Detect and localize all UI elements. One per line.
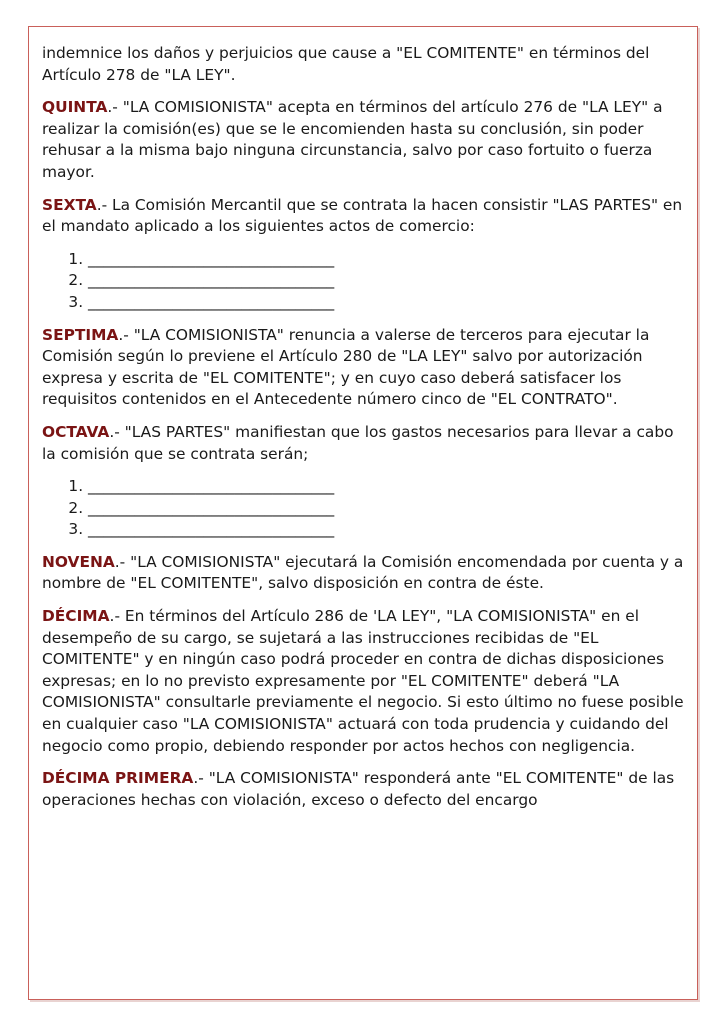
list-item: 3. ________________________________: [88, 519, 687, 541]
clause-text: En términos del Artículo 286 de 'LA LEY", "LA COMISIONISTA" en el desempeño de su cargo, se sujetará a las instrucciones recibidas de "EL COMITENTE" y en ningún caso podrá proceder en contra de dichas disposiciones expresas; en lo no previsto expresamente por "EL COMITENTE" deberá "LA COMISIONISTA" consultarle previamente el negocio. Si esto último no fuese posible en cualquier caso "LA COMISIONISTA" actuará con toda prudencia y cuidando del negocio como propio, debiendo responder por actos hechos con negligencia.: [42, 607, 684, 755]
octava-blank-list: [42, 476, 687, 541]
clause-title: SEPTIMA: [42, 325, 119, 344]
clause-text: "LA COMISIONISTA" ejecutará la Comisión encomendada por cuenta y a nombre de "EL COMITENTE", salvo disposición en contra de éste.: [42, 552, 684, 593]
clause-octava: [42, 422, 687, 465]
list-item: 2. ________________________________: [88, 270, 687, 292]
clause-separator: .-: [193, 769, 209, 788]
list-item: 1. ________________________________: [88, 476, 687, 498]
list-item: 2. ________________________________: [88, 498, 687, 520]
continuation-paragraph: indemnice los daños y perjuicios que cause a "EL COMITENTE" en términos del Artículo 278 de "LA LEY".: [42, 44, 650, 84]
clause-sexta: [42, 195, 687, 238]
clause-title: QUINTA: [42, 98, 108, 117]
clause-septima: [42, 325, 687, 411]
clause-separator: .-: [109, 422, 125, 441]
clause-decima: [42, 606, 687, 757]
clause-separator: .-: [114, 552, 131, 571]
clause-separator: .-: [96, 195, 113, 214]
clause-separator: .-: [118, 325, 134, 344]
clause-decima-primera: [42, 768, 687, 811]
clause-title: OCTAVA: [42, 422, 110, 441]
clause-separator: .-: [109, 607, 125, 626]
list-item: 3. ________________________________: [88, 292, 687, 314]
clause-text: "LA COMISIONISTA" responderá ante "EL COMITENTE" de las operaciones hechas con violación, exceso o defecto del encargo: [42, 769, 675, 809]
list-item: 1. ________________________________: [88, 249, 687, 271]
clause-quinta: [42, 97, 687, 183]
clause-text: "LA COMISIONISTA" renuncia a valerse de terceros para ejecutar la Comisión según lo previene el Artículo 280 de "LA LEY" salvo por autorización expresa y escrita de "EL COMITENTE"; y en cuyo caso deberá satisfacer los requisitos contenidos en el Antecedente número cinco de "EL CONTRATO".: [42, 325, 650, 409]
document-body: [42, 43, 687, 822]
clause-title: SEXTA: [42, 195, 97, 214]
clause-title: DÉCIMA: [42, 607, 110, 626]
clause-title: DÉCIMA PRIMERA: [42, 769, 194, 788]
clause-title: NOVENA: [42, 552, 115, 571]
clause-text: "LA COMISIONISTA" acepta en términos del artículo 276 de "LA LEY" a realizar la comisión(es) que se le encomienden hasta su conclusión, sin poder rehusar a la misma bajo ninguna circunstancia, salvo por caso fortuito o fuerza mayor.: [42, 98, 663, 181]
clause-text: "LAS PARTES" manifiestan que los gastos necesarios para llevar a cabo la comisión que se contrata serán;: [42, 422, 674, 463]
clause-separator: .-: [107, 98, 123, 117]
sexta-blank-list: [42, 249, 687, 314]
clause-novena: [42, 552, 687, 595]
clause-text: La Comisión Mercantil que se contrata la hacen consistir "LAS PARTES" en el mandato aplicado a los siguientes actos de comercio:: [42, 195, 683, 236]
